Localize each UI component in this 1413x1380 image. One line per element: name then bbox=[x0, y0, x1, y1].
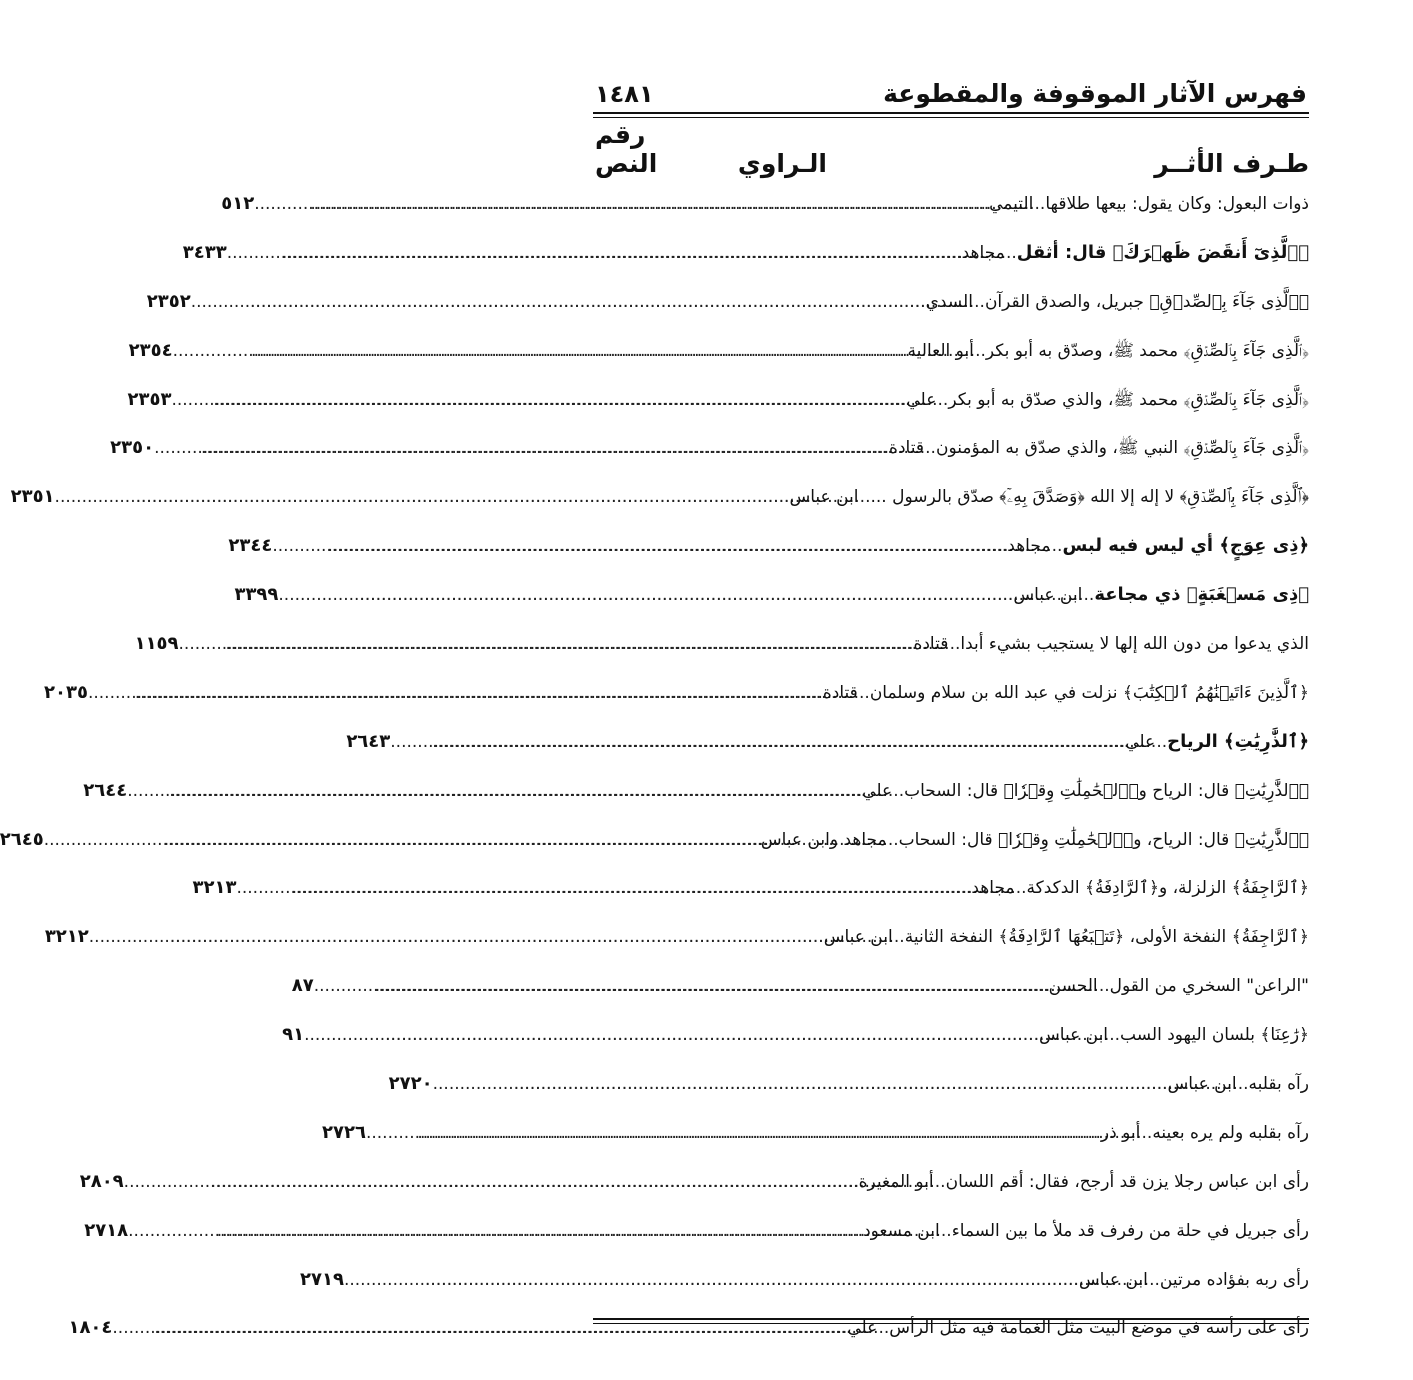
page-title: فهرس الآثار الموقوفة والمقطوعة bbox=[883, 79, 1307, 108]
leader-dots bbox=[390, 718, 1125, 767]
index-entry bbox=[146, 278, 1309, 327]
entry-text: ﴿ٱلرَّاجِفَةُ﴾ الزلزلة، و﴿ٱلرَّادِفَةُ﴾ الدكدكة bbox=[1026, 878, 1309, 899]
entry-number: ٢٣٥٠ bbox=[110, 437, 155, 459]
entry-text: رأى ربه بفؤاده مرتين bbox=[1159, 1269, 1309, 1290]
leader-dots bbox=[1152, 1256, 1160, 1305]
column-header-number: رقم النص bbox=[595, 120, 658, 178]
index-entry bbox=[44, 669, 1309, 718]
entry-text: ﴿ٱلَّذِى جَآءَ بِٱلصِّدۡقِ﴾ جبريل، والصدق القرآن bbox=[984, 291, 1309, 312]
index-entry bbox=[10, 473, 1309, 522]
leader-dots bbox=[154, 424, 889, 473]
entry-text: رأى على رأسه في موضع البيت مثل الغمامة فيه مثل الرأس bbox=[889, 1318, 1309, 1339]
entry-narrator: السدي bbox=[925, 291, 973, 312]
entry-number: ١٨٠٤ bbox=[68, 1317, 113, 1339]
index-entry bbox=[234, 571, 1309, 620]
index-entry bbox=[79, 1158, 1309, 1207]
entry-number: ٢٦٤٤ bbox=[83, 779, 128, 801]
index-entry bbox=[134, 620, 1309, 669]
entry-text: ﴿ٱلَّذِى جَآءَ بِٱلصِّدۡقِ﴾ محمد ﷺ، والذي صدّق به أبو بكر bbox=[948, 389, 1309, 410]
entry-number: ٢٧٢٠ bbox=[388, 1073, 433, 1095]
entry-text: ذوات البعول: وكان يقول: بيعها طلاقها bbox=[1045, 194, 1309, 214]
entry-text: رآه بقلبه bbox=[1248, 1074, 1309, 1095]
entry-number: ٩١ bbox=[282, 1024, 305, 1046]
entry-number: ٢٣٥٢ bbox=[146, 290, 191, 312]
leader-dots bbox=[344, 1256, 1079, 1305]
index-entries bbox=[0, 180, 1309, 1353]
index-entry bbox=[84, 1207, 1309, 1256]
entry-text: الذي يدعوا من دون الله إلها لا يستجيب بشيء أبدا bbox=[960, 634, 1309, 655]
leader-dots bbox=[124, 1158, 859, 1207]
entry-text: رأى جبريل في حلة من رفرف قد ملأ ما بين السماء bbox=[951, 1220, 1309, 1241]
entry-number: ٢٧١٨ bbox=[84, 1219, 129, 1241]
entry-narrator: علي bbox=[906, 389, 937, 410]
leader-dots bbox=[1144, 1109, 1152, 1158]
entry-number: ٢٠٣٥ bbox=[44, 681, 88, 703]
leader-dots bbox=[254, 180, 989, 229]
column-headers bbox=[593, 120, 1309, 178]
page-number: ١٤٨١ bbox=[595, 80, 654, 108]
entry-narrator: أبو العالية bbox=[907, 340, 974, 361]
entry-narrator: ابن مسعود bbox=[863, 1220, 940, 1241]
entry-text: ﴿ٱلرَّاجِفَةُ﴾ النفخة الأولى، ﴿تَتۡبَعُهَا ٱلرَّادِفَةُ﴾ النفخة الثانية bbox=[904, 927, 1309, 948]
entry-narrator: مجاهد وابن عباس bbox=[760, 829, 887, 850]
leader-dots bbox=[862, 473, 870, 522]
entry-narrator: مجاهد bbox=[971, 878, 1015, 899]
leader-dots bbox=[304, 1011, 1039, 1060]
index-entry bbox=[127, 376, 1309, 425]
index-entry bbox=[291, 962, 1309, 1011]
entry-number: ٣٤٣٣ bbox=[182, 241, 227, 263]
leader-dots bbox=[366, 1109, 1101, 1158]
entry-narrator: الحسن bbox=[1048, 976, 1098, 997]
leader-dots bbox=[1159, 718, 1167, 767]
leader-dots bbox=[891, 816, 899, 865]
leader-dots bbox=[127, 767, 862, 816]
entry-number: ٢٦٤٥ bbox=[0, 828, 44, 850]
entry-narrator: التيمي bbox=[989, 194, 1034, 214]
leader-dots bbox=[236, 864, 971, 913]
entry-text: رآه بقلبه ولم يره بعينه bbox=[1152, 1122, 1309, 1143]
entry-number: ٨٧ bbox=[291, 975, 314, 997]
entry-narrator: ابن عباس bbox=[789, 487, 859, 508]
leader-dots bbox=[896, 767, 904, 816]
entry-narrator: مجاهد bbox=[961, 242, 1005, 263]
entry-number: ٢٦٤٣ bbox=[346, 730, 391, 752]
entry-narrator: ابن عباس bbox=[823, 927, 893, 948]
column-header-athar: طـرف الأثــر bbox=[1154, 149, 1309, 178]
leader-dots bbox=[862, 669, 870, 718]
entry-number: ٥١٢ bbox=[221, 193, 255, 214]
leader-dots bbox=[1086, 571, 1094, 620]
entry-text: ﴿ذِى عِوَجٍ﴾ أي ليس فيه لبس bbox=[1062, 535, 1309, 557]
leader-dots bbox=[1009, 229, 1017, 278]
index-entry bbox=[182, 229, 1309, 278]
leader-dots bbox=[314, 962, 1049, 1011]
index-entry bbox=[282, 1011, 1309, 1060]
index-entry bbox=[128, 327, 1309, 376]
running-header bbox=[593, 72, 1309, 108]
leader-dots bbox=[171, 376, 906, 425]
entry-text: ﴿رَٰعِنَا﴾ بلسان اليهود السب bbox=[1120, 1025, 1309, 1046]
leader-dots bbox=[938, 1158, 946, 1207]
entry-narrator: أبو المغيرة bbox=[858, 1171, 934, 1192]
index-entry bbox=[388, 1060, 1309, 1109]
entry-text: ﴿ٱلَّذِىٓ أَنقَضَ ظَهۡرَكَ﴾ قال: أثقل bbox=[1016, 241, 1309, 263]
entry-narrator: أبو ذر bbox=[1100, 1122, 1141, 1143]
entry-text: "الراعن" السخري من القول bbox=[1109, 976, 1309, 997]
entry-narrator: ابن عباس bbox=[1039, 1025, 1109, 1046]
entry-text: رأى ابن عباس رجلا يزن قد أرجح، فقال: أقم اللسان bbox=[945, 1171, 1309, 1192]
entry-narrator: مجاهد bbox=[1007, 536, 1051, 557]
leader-dots bbox=[977, 278, 985, 327]
index-entry bbox=[192, 864, 1309, 913]
column-header-rawi: الـراوي bbox=[737, 149, 827, 178]
leader-dots bbox=[940, 376, 948, 425]
index-entry bbox=[346, 718, 1309, 767]
entry-number: ٢٣٥٤ bbox=[128, 339, 173, 361]
leader-dots bbox=[88, 669, 823, 718]
leader-dots bbox=[1054, 522, 1062, 571]
entry-number: ١١٥٩ bbox=[134, 633, 179, 655]
leader-dots bbox=[978, 327, 986, 376]
leader-dots bbox=[89, 913, 824, 962]
entry-narrator: قتادة bbox=[822, 682, 858, 703]
entry-narrator: علي bbox=[847, 1318, 878, 1339]
index-entry bbox=[83, 767, 1309, 816]
entry-text: ﴿ٱلذَّٰرِيَٰتِ﴾ قال: الرياح و﴿ٱلۡحَٰمِلَٰتِ وِقۡرٗا﴾ قال: السحاب bbox=[904, 780, 1309, 801]
index-entry bbox=[322, 1109, 1309, 1158]
entry-narrator: قتادة bbox=[913, 634, 949, 655]
index-page bbox=[0, 72, 1309, 1353]
entry-narrator: قتادة bbox=[889, 438, 924, 459]
leader-dots bbox=[179, 620, 914, 669]
entry-text: ﴿ٱلذَّٰرِيَٰتِ﴾ قال: الرياح، و﴿ٱلۡحَٰمِلَٰتِ وِقۡرٗا﴾ قال: السحاب bbox=[898, 829, 1309, 850]
leader-dots bbox=[1019, 864, 1027, 913]
leader-dots bbox=[1112, 1011, 1120, 1060]
entry-number: ٣٣٩٩ bbox=[234, 584, 279, 606]
leader-dots bbox=[191, 278, 926, 327]
footer-rule bbox=[593, 1318, 1309, 1324]
entry-text: ﴿ٱلَّذِينَ ءَاتَيۡنَٰهُمُ ٱلۡكِتَٰبَ﴾ نزلت في عبد الله بن سلام وسلمان bbox=[869, 682, 1309, 703]
leader-dots bbox=[44, 816, 779, 865]
entry-number: ٢٣٥١ bbox=[10, 486, 55, 508]
leader-dots bbox=[944, 1207, 952, 1256]
leader-dots bbox=[112, 1304, 847, 1353]
entry-number: ٢٧٢٦ bbox=[322, 1121, 366, 1143]
leader-dots bbox=[272, 522, 1007, 571]
leader-dots bbox=[55, 473, 790, 522]
entry-text: ﴿ٱلَّذِى جَآءَ بِٱلصِّدۡقِ﴾ النبي ﷺ، والذي صدّق به المؤمنون bbox=[935, 438, 1309, 459]
entry-number: ٢٣٤٤ bbox=[228, 535, 273, 557]
entry-text: ﴿ٱلَّذِى جَآءَ بِٱلصِّدۡقِ﴾ لا إله إلا الله ﴿وَصَدَّقَ بِهِۦٓ﴾ صدّق بالرسول ... bbox=[870, 487, 1309, 508]
leader-dots bbox=[1102, 962, 1110, 1011]
leader-dots bbox=[928, 424, 936, 473]
leader-dots bbox=[1037, 180, 1045, 229]
header-rule bbox=[593, 112, 1309, 118]
entry-text: ﴿ٱلذَّٰرِيَٰتِ﴾ الرياح bbox=[1167, 730, 1309, 752]
index-entry bbox=[0, 816, 1309, 865]
entry-number: ٢٣٥٣ bbox=[127, 388, 172, 410]
entry-number: ٢٧١٩ bbox=[300, 1268, 344, 1290]
leader-dots bbox=[278, 571, 1013, 620]
leader-dots bbox=[952, 620, 960, 669]
index-entry bbox=[300, 1256, 1309, 1305]
leader-dots bbox=[128, 1207, 863, 1256]
leader-dots bbox=[227, 229, 962, 278]
index-entry bbox=[110, 424, 1309, 473]
leader-dots bbox=[173, 327, 908, 376]
entry-narrator: علي bbox=[1125, 731, 1156, 752]
entry-number: ٢٨٠٩ bbox=[79, 1170, 124, 1192]
entry-text: ﴿ذِى مَسۡغَبَةٍ﴾ ذي مجاعة bbox=[1094, 584, 1309, 606]
entry-number: ٣٢١٣ bbox=[192, 877, 237, 899]
entry-text: ﴿ٱلَّذِى جَآءَ بِٱلصِّدۡقِ﴾ محمد ﷺ، وصدّق به أبو بكر bbox=[985, 340, 1309, 361]
entry-narrator: علي bbox=[862, 780, 893, 801]
entry-narrator: ابن عباس bbox=[1013, 585, 1083, 606]
entry-narrator: ابن عباس bbox=[1078, 1269, 1148, 1290]
index-entry bbox=[68, 1304, 1309, 1353]
index-entry bbox=[221, 180, 1309, 229]
leader-dots bbox=[897, 913, 905, 962]
index-entry bbox=[228, 522, 1309, 571]
entry-narrator: ابن عباس bbox=[1167, 1074, 1237, 1095]
leader-dots bbox=[1241, 1060, 1249, 1109]
leader-dots bbox=[881, 1304, 889, 1353]
leader-dots bbox=[433, 1060, 1168, 1109]
entry-number: ٣٢١٢ bbox=[44, 926, 89, 948]
index-entry bbox=[44, 913, 1309, 962]
